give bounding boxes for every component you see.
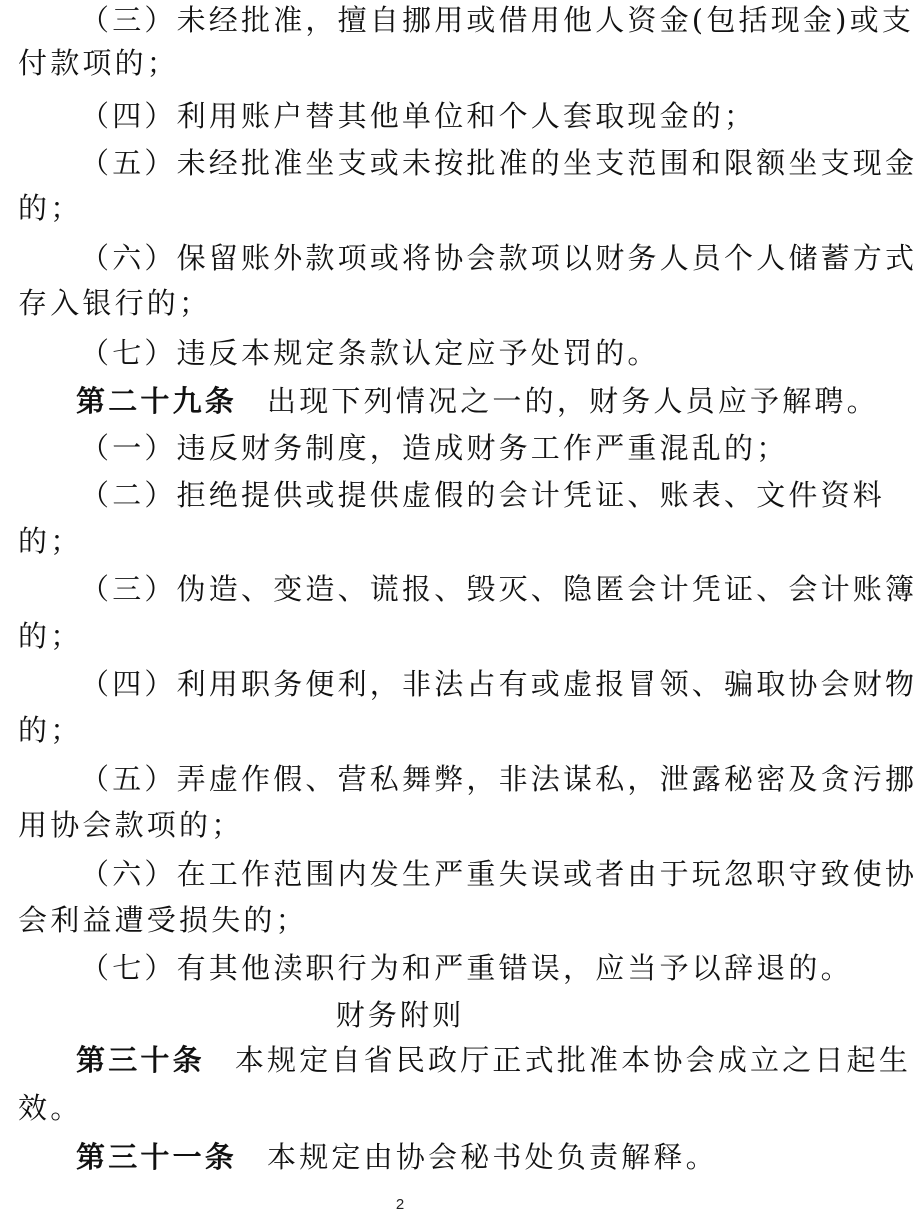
article-30-line-1 — [0, 1040, 912, 1080]
article-29 — [0, 381, 879, 421]
article-30-text: 本规定自省民政厅正式批准本协会成立之日起生 — [234, 1043, 912, 1077]
clause-6-line-1: （六）保留账外款项或将协会款项以财务人员个人储蓄方式 — [80, 241, 917, 275]
dismissal-clause-2-line-2: 的； — [18, 524, 83, 558]
dismissal-clause-5-line-2: 用协会款项的； — [18, 808, 244, 842]
article-31 — [0, 1137, 876, 1177]
dismissal-clause-4-line-1: （四）利用职务便利，非法占有或虚报冒领、骗取协会财物 — [80, 667, 917, 701]
article-31-heading: 第三十一条 — [76, 1140, 238, 1174]
page-number: 2 — [395, 1196, 405, 1213]
dismissal-clause-3-line-1: （三）伪造、变造、谎报、毁灭、隐匿会计凭证、会计账簿 — [80, 572, 917, 606]
clause-4: （四）利用账户替其他单位和个人套取现金的； — [80, 99, 757, 133]
article-30-line-2: 效。 — [18, 1091, 83, 1125]
dismissal-clause-4-line-2: 的； — [18, 713, 83, 747]
dismissal-clause-5-line-1: （五）弄虚作假、营私舞弊，非法谋私，泄露秘密及贪污挪 — [80, 762, 917, 796]
clause-5-line-1: （五）未经批准坐支或未按批准的坐支范围和限额坐支现金 — [80, 146, 917, 180]
dismissal-clause-3-line-2: 的； — [18, 619, 83, 653]
clause-6-line-2: 存入银行的； — [18, 286, 212, 320]
dismissal-clause-1: （一）违反财务制度，造成财务工作严重混乱的； — [80, 431, 789, 465]
clause-3-line-2: 付款项的； — [18, 46, 180, 80]
clause-3-line-1: （三）未经批准，擅自挪用或借用他人资金(包括现金)或支 — [80, 3, 915, 37]
article-29-text: 出现下列情况之一的，财务人员应予解聘。 — [267, 384, 879, 418]
section-title: 财务附则 — [335, 998, 465, 1032]
clause-5-line-2: 的； — [18, 191, 83, 225]
article-29-heading: 第二十九条 — [76, 384, 238, 418]
clause-7: （七）违反本规定条款认定应予处罚的。 — [80, 336, 660, 370]
dismissal-clause-6-line-2: 会利益遭受损失的； — [18, 903, 308, 937]
article-31-text: 本规定由协会秘书处负责解释。 — [267, 1140, 718, 1174]
article-30-heading: 第三十条 — [76, 1043, 205, 1077]
dismissal-clause-7: （七）有其他渎职行为和严重错误，应当予以辞退的。 — [80, 951, 853, 985]
dismissal-clause-6-line-1: （六）在工作范围内发生严重失误或者由于玩忽职守致使协 — [80, 857, 917, 891]
dismissal-clause-2-line-1: （二）拒绝提供或提供虚假的会计凭证、账表、文件资料 — [80, 478, 886, 512]
